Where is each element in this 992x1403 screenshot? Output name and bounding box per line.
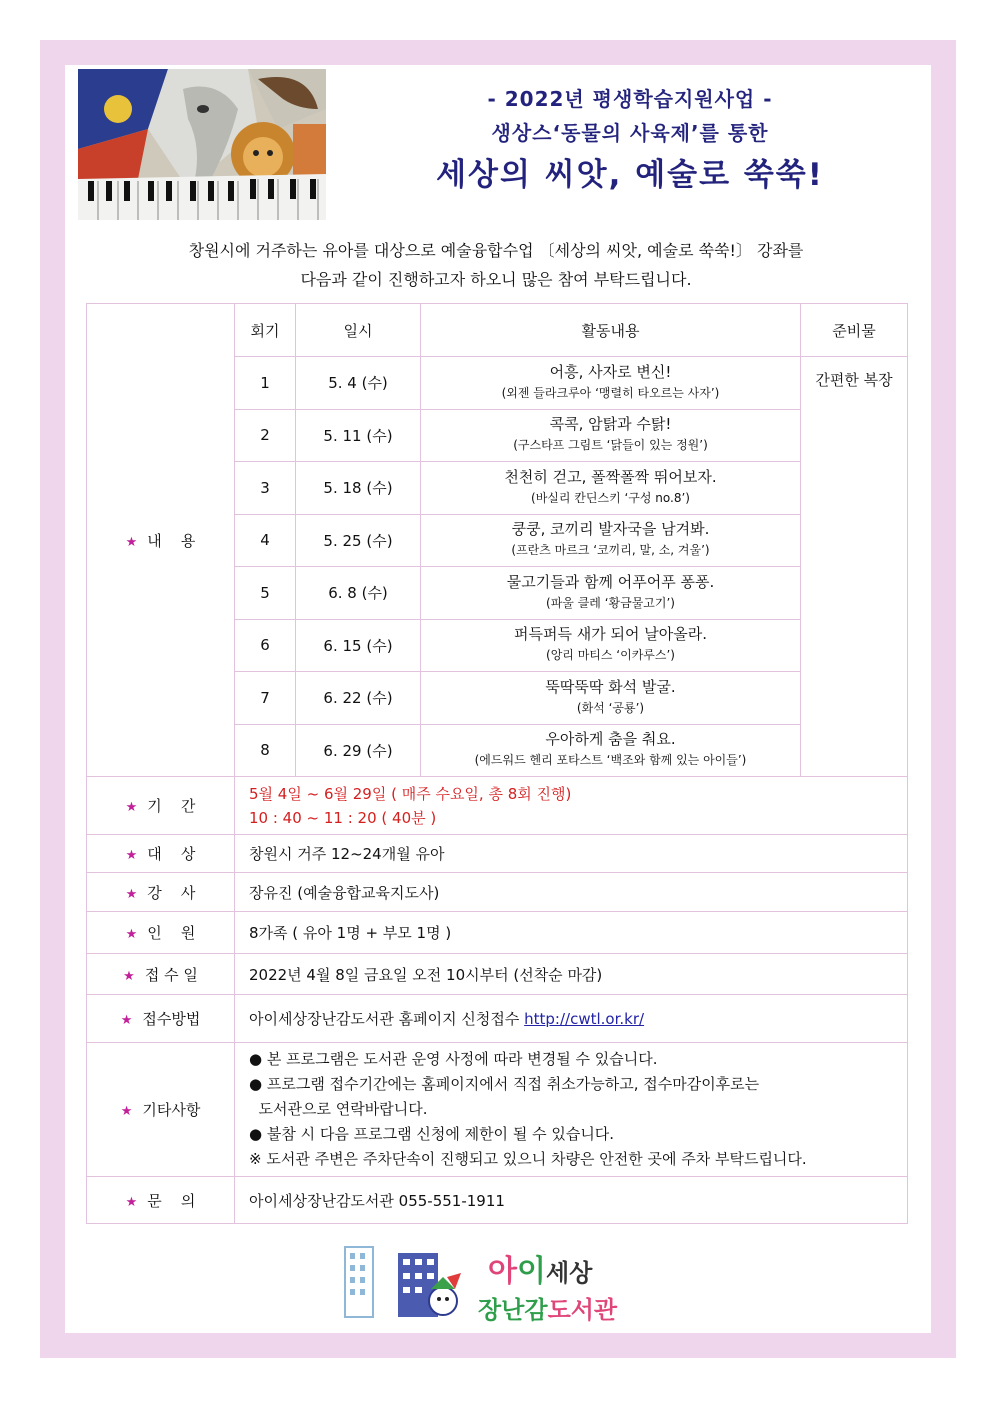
session-date: 6. 29 (수): [296, 724, 421, 777]
session-date: 5. 18 (수): [296, 462, 421, 515]
period-row: [87, 777, 908, 835]
session-num: 3: [235, 462, 296, 515]
period-dates: 5월 4일 ~ 6월 29일 ( 매주 수요일, 총 8회 진행): [249, 784, 572, 803]
reception-date-label-cell: [87, 954, 235, 995]
session-activity: [421, 619, 801, 672]
supplies-cell: 간편한 복장: [801, 357, 908, 777]
session-num: 7: [235, 672, 296, 725]
building-icon: [345, 1247, 461, 1317]
session-num: 1: [235, 357, 296, 410]
column-header-supplies: 준비물: [801, 304, 908, 357]
column-header-session: 회기: [235, 304, 296, 357]
session-date: 5. 25 (수): [296, 514, 421, 567]
inquiry-label-cell: [87, 1177, 235, 1224]
reception-method-label-cell: [87, 995, 235, 1043]
activity-title: 우아하게 춤을 춰요.: [545, 730, 676, 749]
reception-date-value: 2022년 4월 8일 금요일 오전 10시부터 (선착순 마감): [235, 954, 908, 995]
notes-row: [87, 1043, 908, 1177]
session-activity: [421, 357, 801, 410]
intro-line-2: 다음과 같이 진행하고자 하오니 많은 참여 부탁드립니다.: [300, 270, 692, 289]
session-date: 5. 4 (수): [296, 357, 421, 410]
main-title: 세상의 씨앗, 예술로 쑥쑥!: [436, 157, 824, 193]
activity-artwork: (파울 클레 ‘황금물고기’): [546, 595, 675, 610]
activity-artwork: (에드워드 헨리 포타스트 ‘백조와 함께 있는 아이들’): [474, 753, 747, 768]
notes-label: 기타사항: [142, 1101, 201, 1119]
session-num: 4: [235, 514, 296, 567]
instructor-value: 장유진 (예술융합교육지도사): [235, 873, 908, 912]
column-header-date: 일시: [296, 304, 421, 357]
period-value: [235, 777, 908, 835]
activity-title: 어흥, 사자로 변신!: [549, 362, 672, 381]
library-logo: [343, 1243, 649, 1328]
target-value: 창원시 거주 12~24개월 유아: [235, 835, 908, 873]
activity-artwork: (바실리 칸딘스키 ‘구성 no.8’): [531, 490, 690, 505]
intro-line-1: 창원시에 거주하는 유아를 대상으로 예술융합수업 〔세상의 씨앗, 예술로 쑥쑥!〕 강좌를: [188, 241, 804, 260]
logo-line-1: 아이세상: [488, 1254, 593, 1289]
reception-date-row: [87, 954, 908, 995]
reception-method-label: 접수방법: [142, 1010, 201, 1028]
instructor-label-cell: [87, 873, 235, 912]
session-date: 5. 11 (수): [296, 409, 421, 462]
hero-artwork-image: [78, 69, 326, 220]
activity-artwork: (프란츠 마르크 ‘코끼리, 말, 소, 겨울’): [511, 543, 710, 558]
capacity-label-cell: [87, 912, 235, 954]
instructor-label: 강 사: [147, 883, 196, 902]
inquiry-row: [87, 1177, 908, 1224]
session-num: 2: [235, 409, 296, 462]
activity-artwork: (앙리 마티스 ‘이카루스’): [546, 648, 675, 663]
period-label: 기 간: [147, 797, 196, 815]
session-num: 8: [235, 724, 296, 777]
period-label-cell: [87, 777, 235, 835]
content-label-cell: [87, 304, 235, 777]
star-icon: ★: [125, 927, 138, 942]
logo-line-2: 장난감도서관: [478, 1296, 618, 1324]
target-row: [87, 835, 908, 873]
session-activity: [421, 724, 801, 777]
title-line-2: 생상스‘동물의 사육제’를 통한: [491, 121, 769, 145]
instructor-row: [87, 873, 908, 912]
session-num: 5: [235, 567, 296, 620]
activity-title: 뚝딱뚝딱 화석 발굴.: [545, 677, 676, 696]
content-label: 내 용: [147, 531, 196, 550]
activity-title: 퍼득퍼득 새가 되어 날아올라.: [514, 625, 707, 644]
activity-title: 쿵쿵, 코끼리 발자국을 남겨봐.: [511, 520, 710, 539]
note-item: ● 불참 시 다음 프로그램 신청에 제한이 될 수 있습니다.: [249, 1125, 615, 1143]
capacity-row: [87, 912, 908, 954]
note-item: ● 본 프로그램은 도서관 운영 사정에 따라 변경될 수 있습니다.: [249, 1050, 658, 1068]
activity-title: 물고기들과 함께 어푸어푸 퐁퐁.: [506, 572, 715, 591]
title-block: [350, 82, 910, 200]
star-icon: ★: [120, 1013, 133, 1028]
column-header-activity: 활동내용: [421, 304, 801, 357]
session-num: 6: [235, 619, 296, 672]
session-activity: [421, 462, 801, 515]
session-activity: [421, 567, 801, 620]
activity-artwork: (외젠 들라크루아 ‘맹렬히 타오르는 사자’): [501, 385, 720, 400]
activity-title: 천천히 걷고, 폴짝폴짝 뛰어보자.: [504, 467, 717, 486]
session-date: 6. 22 (수): [296, 672, 421, 725]
title-line-1: - 2022년 평생학습지원사업 -: [487, 87, 773, 111]
reception-date-label: 접 수 일: [144, 965, 198, 984]
star-icon: ★: [123, 968, 135, 984]
star-icon: ★: [125, 886, 138, 902]
session-date: 6. 8 (수): [296, 567, 421, 620]
activity-artwork: (구스타프 그림트 ‘닭들이 있는 정원’): [513, 438, 708, 453]
activity-title: 콕콕, 암탉과 수탉!: [549, 415, 672, 434]
inquiry-value: 아이세상장난감도서관 055-551-1911: [235, 1177, 908, 1224]
notes-value: [235, 1043, 908, 1177]
note-item: 도서관으로 연락바랍니다.: [249, 1100, 428, 1118]
target-label-cell: [87, 835, 235, 873]
reception-method-row: [87, 995, 908, 1043]
inquiry-label: 문 의: [147, 1191, 196, 1210]
session-activity: [421, 672, 801, 725]
star-icon: ★: [120, 1104, 133, 1119]
session-activity: [421, 514, 801, 567]
session-activity: [421, 409, 801, 462]
reception-method-value: [235, 995, 908, 1043]
capacity-value: 8가족 ( 유아 1명 + 부모 1명 ): [235, 912, 908, 954]
table-header-row: [87, 304, 908, 357]
program-table: [86, 303, 908, 1224]
note-item: ※ 도서관 주변은 주차단속이 진행되고 있으니 차량은 안전한 곳에 주차 부탁드립니다.: [249, 1150, 807, 1168]
reception-method-text: 아이세상장난감도서관 홈페이지 신청접수: [249, 1010, 520, 1028]
star-icon: ★: [125, 534, 138, 550]
capacity-label: 인 원: [147, 924, 196, 942]
note-item: ● 프로그램 접수기간에는 홈페이지에서 직접 취소가능하고, 접수마감이후로는: [249, 1075, 760, 1093]
star-icon: ★: [125, 1194, 138, 1210]
star-icon: ★: [125, 800, 138, 815]
session-date: 6. 15 (수): [296, 619, 421, 672]
notes-label-cell: [87, 1043, 235, 1177]
homepage-link[interactable]: http://cwtl.or.kr/: [524, 1010, 645, 1028]
period-time: 10 : 40 ~ 11 : 20 ( 40분 ): [249, 808, 437, 827]
activity-artwork: (화석 ‘공룡’): [576, 700, 645, 715]
intro-text: [86, 236, 906, 294]
target-label: 대 상: [147, 845, 196, 863]
star-icon: ★: [125, 848, 138, 863]
